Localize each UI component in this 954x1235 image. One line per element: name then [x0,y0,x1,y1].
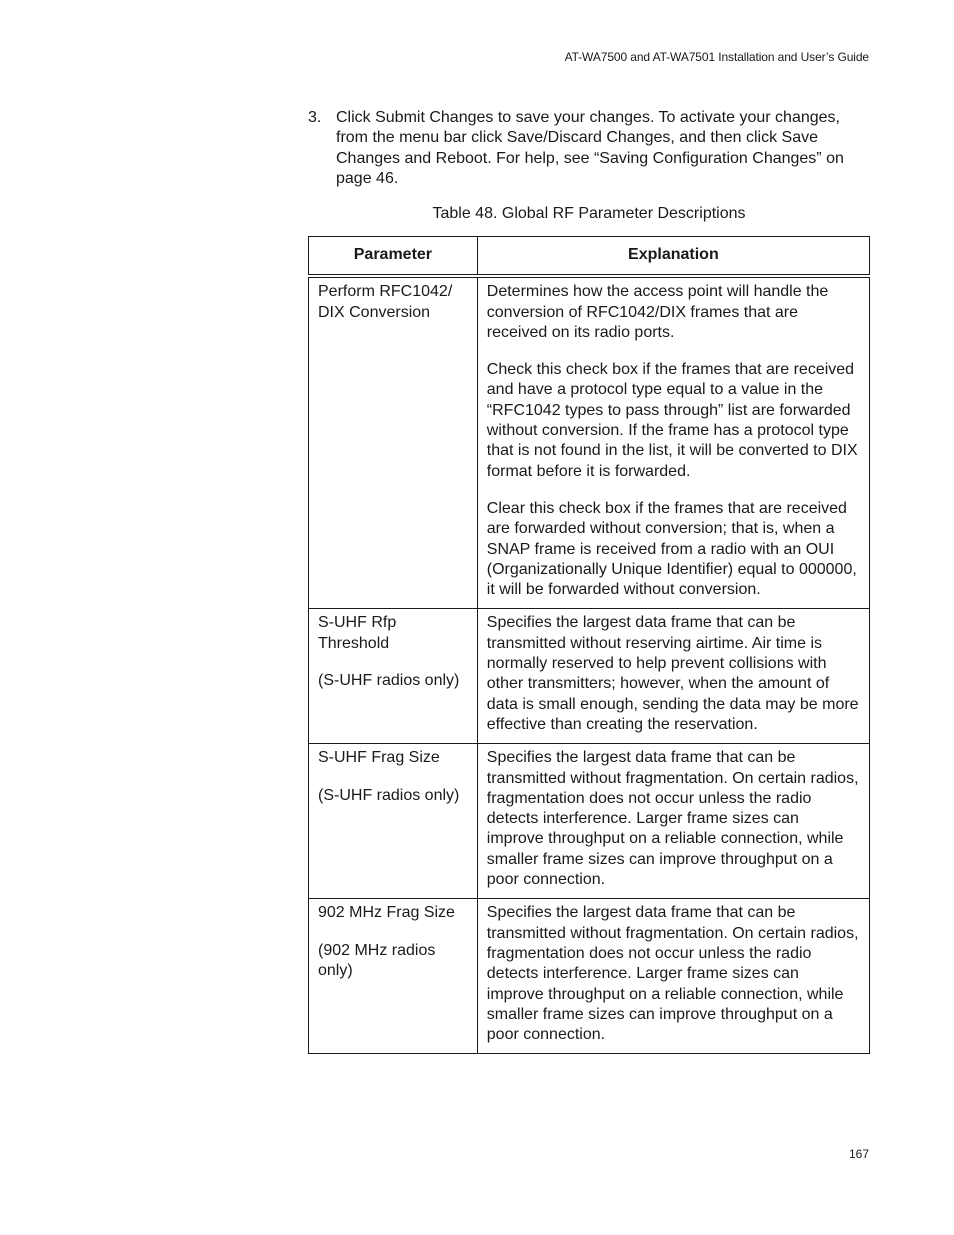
explanation-cell [477,899,869,1054]
column-header-explanation: Explanation [477,237,869,277]
parameter-cell [309,744,478,899]
parameter-name: S-UHF Frag Size [318,749,440,767]
explanation-cell [477,276,869,609]
parameter-table [308,236,870,1054]
table-row [309,276,870,609]
running-header: AT-WA7500 and AT-WA7501 Installation and User’s Guide [564,50,869,64]
explanation-paragraph: Specifies the largest data frame that can be transmitted without fragmentation. On certain radios, fragmentation does not occur unless the radio detects interference. Larger frame sizes can improve throughput on a reliable connection, while smaller frame sizes can improve throughput on a poor connection. [486,904,859,1044]
explanation-paragraph: Specifies the largest data frame that can be transmitted without reserving airtime. Air time is normally reserved to help prevent collisions with other transmitters; however, when the amount of data is small enough, sending the data may be more effective than creating the reservation. [486,614,859,733]
step-number: 3. [308,109,322,126]
parameter-cell [309,609,478,744]
procedure-step [308,108,870,190]
explanation-paragraph: Determines how the access point will handle the conversion of RFC1042/DIX frames that are received on its radio ports. [486,283,829,341]
parameter-name: 902 MHz Frag Size [318,904,455,922]
parameter-note: (S-UHF radios only) [318,672,460,690]
explanation-paragraph: Clear this check box if the frames that are received are forwarded without conversion; that is, when a SNAP frame is received from a radio with an OUI (Organizationally Unique Identifier) equal to 000000, it will be forwarded without conversion. [486,499,857,599]
step-text: Click Submit Changes to save your changes. To activate your changes, from the menu bar click Save/Discard Changes, and then click Save Changes and Reboot. For help, see “Saving Configuration Changes” on page 46. [336,109,844,188]
table-row [309,744,870,899]
column-header-parameter: Parameter [309,237,478,277]
table-row [309,609,870,744]
parameter-name: Perform RFC1042/ DIX Conversion [318,283,453,321]
parameter-note: (S-UHF radios only) [318,786,460,804]
explanation-paragraph: Specifies the largest data frame that can be transmitted without fragmentation. On certain radios, fragmentation does not occur unless the radio detects interference. Larger frame sizes can improve throughput on a reliable connection, while smaller frame sizes can improve throughput on a poor connection. [486,749,859,889]
table-caption: Table 48. Global RF Parameter Descriptions [432,205,746,222]
parameter-note: (902 MHz radios only) [318,941,436,979]
parameter-cell [309,276,478,609]
table-header-row [309,237,870,277]
explanation-paragraph: Check this check box if the frames that are received and have a protocol type equal to a value in the “RFC1042 types to pass through” list are forwarded without conversion. If the frame has a protocol type that is not found in the list, it will be converted to DIX format before it is forwarded. [486,361,858,480]
page-number: 167 [848,1147,869,1161]
explanation-cell [477,744,869,899]
explanation-cell [477,609,869,744]
parameter-cell [309,899,478,1054]
parameter-name: S-UHF Rfp Threshold [318,614,397,652]
table-row [309,899,870,1054]
